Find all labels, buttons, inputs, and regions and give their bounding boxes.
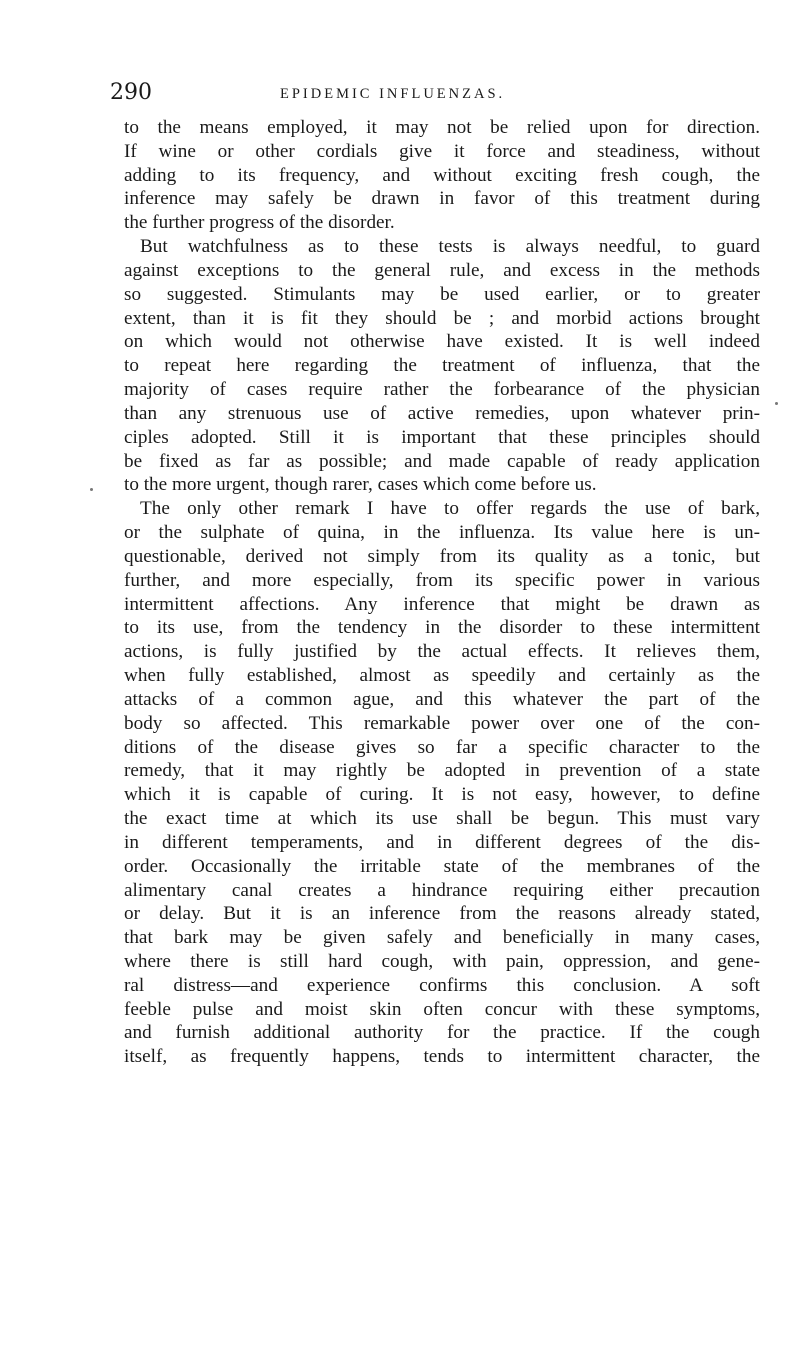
margin-speck [90, 488, 93, 491]
margin-speck [775, 402, 778, 405]
text-line: further, and more especially, from its specific power in various [124, 569, 760, 591]
text-line: be fixed as far as possible; and made capable of ready application [124, 450, 760, 472]
text-line: body so affected. This remarkable power over one of the con- [124, 712, 760, 734]
text-line: actions, is fully justified by the actual effects. It relieves them, [124, 641, 760, 663]
page-number: 290 [110, 80, 152, 105]
text-line: alimentary canal creates a hindrance requiring either precaution [124, 879, 760, 901]
text-line: the exact time at which its use shall be begun. This must vary [124, 808, 760, 830]
text-line: when fully established, almost as speedily and certainly as the [124, 665, 760, 687]
text-line: questionable, derived not simply from its quality as a tonic, but [124, 545, 760, 567]
text-line: adding to its frequency, and without exciting fresh cough, the [124, 164, 760, 186]
text-line: in different temperaments, and in different degrees of the dis- [124, 831, 760, 853]
text-line: ciples adopted. Still it is important that these principles should [124, 426, 760, 448]
text-line: attacks of a common ague, and this whatever the part of the [124, 688, 760, 710]
text-line: so suggested. Stimulants may be used earlier, or to greater [124, 283, 760, 305]
text-line: or the sulphate of quina, in the influenza. Its value here is un- [124, 522, 760, 544]
text-line: to its use, from the tendency in the disorder to these intermittent [124, 617, 760, 639]
text-line: on which would not otherwise have existed. It is well indeed [124, 331, 760, 353]
page-header [110, 80, 750, 110]
text-line: to the more urgent, though rarer, cases which come before us. [124, 474, 597, 496]
text-line: extent, than it is fit they should be ; and morbid actions brought [124, 307, 760, 329]
text-line: remedy, that it may rightly be adopted in prevention of a state [124, 760, 760, 782]
text-line: against exceptions to the general rule, and excess in the methods [124, 259, 760, 281]
running-head: EPIDEMIC INFLUENZAS. [280, 86, 506, 102]
text-line: ral distress—and experience confirms this conclusion. A soft [124, 974, 760, 996]
text-line: than any strenuous use of active remedies, upon whatever prin- [124, 402, 760, 424]
text-line: or delay. But it is an inference from the reasons already stated, [124, 903, 760, 925]
text-line: But watchfulness as to these tests is always needful, to guard [140, 236, 760, 258]
text-line: inference may safely be drawn in favor of this treatment during [124, 188, 760, 210]
text-line: that bark may be given safely and beneficially in many cases, [124, 927, 760, 949]
text-line: to the means employed, it may not be relied upon for direction. [124, 117, 760, 138]
text-line: ditions of the disease gives so far a specific character to the [124, 736, 760, 758]
text-line: majority of cases require rather the forbearance of the physician [124, 379, 760, 401]
text-line: itself, as frequently happens, tends to intermittent character, the [124, 1046, 760, 1068]
text-line: The only other remark I have to offer regards the use of bark, [140, 498, 760, 520]
text-line: to repeat here regarding the treatment of influenza, that the [124, 355, 760, 377]
text-line: which it is capable of curing. It is not easy, however, to define [124, 784, 760, 806]
body-text [124, 116, 760, 1069]
text-line: where there is still hard cough, with pain, oppression, and gene- [124, 950, 760, 972]
text-line: and furnish additional authority for the practice. If the cough [124, 1022, 760, 1044]
text-line: If wine or other cordials give it force and steadiness, without [124, 140, 760, 162]
text-line: order. Occasionally the irritable state of the membranes of the [124, 855, 760, 877]
text-line: intermittent affections. Any inference that might be drawn as [124, 593, 760, 615]
text-line: the further progress of the disorder. [124, 212, 395, 234]
text-line: feeble pulse and moist skin often concur with these symptoms, [124, 998, 760, 1020]
